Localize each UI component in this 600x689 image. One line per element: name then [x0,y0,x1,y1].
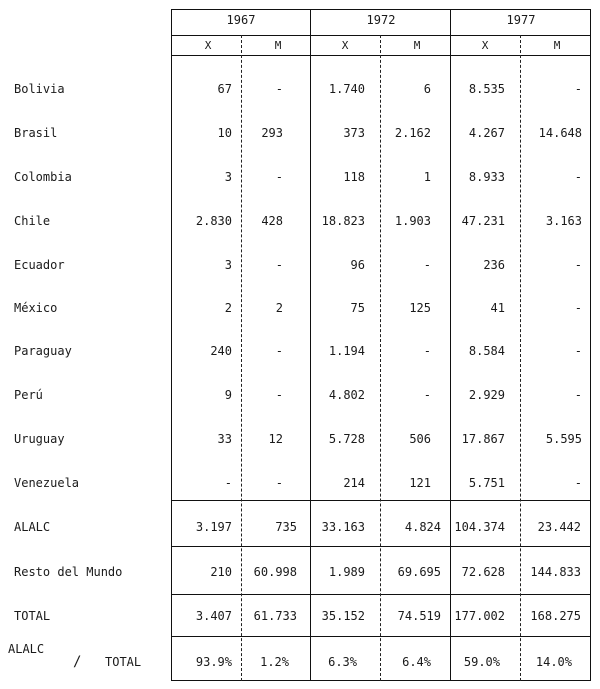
cell-1977-m: 23.442 [537,520,581,534]
cell-1967-x: 93.9% [195,655,232,669]
col-header-1972-x: X [341,39,349,52]
cell-1972-m: 1 [423,170,431,184]
cell-1967-x: 240 [210,344,232,358]
alalc-row [0,520,600,536]
cell-1967-m: 60.998 [253,565,297,579]
table-row [0,301,600,317]
table-row [0,82,600,98]
cell-1977-m: 14.648 [538,126,582,140]
cell-1967-x: 67 [217,82,232,96]
ratio-label-top: ALALC [8,642,45,656]
cell-1972-m: 4.824 [404,520,441,534]
cell-1967-m: 428 [261,214,283,228]
col-header-1977-m: M [553,39,561,52]
row-label: Venezuela [14,476,80,490]
row-label: Uruguay [14,432,65,446]
year-header-rule [171,35,591,36]
cell-1967-m: 293 [261,126,283,140]
alalc-section-rule [171,500,591,501]
cell-1972-m: 74.519 [397,609,441,623]
cell-1977-m: - [574,344,582,358]
cell-1972-m: 506 [409,432,431,446]
cell-1977-x: 8.584 [468,344,505,358]
cell-1972-m: 1.903 [394,214,431,228]
cell-1977-x: 236 [483,258,505,272]
cell-1972-x: 1.989 [328,565,365,579]
table-row [0,126,600,142]
cell-1967-x: 3 [224,170,232,184]
col-header-1972-m: M [413,39,421,52]
cell-1972-m: - [423,388,431,402]
year-header-1977: 1977 [506,13,536,27]
cell-1977-x: 8.535 [468,82,505,96]
col-header-1967-m: M [274,39,282,52]
ratio-label-bottom: TOTAL [105,655,142,669]
column-header-rule [171,55,591,56]
row-label: ALALC [14,520,51,534]
cell-1972-x: 35.152 [321,609,365,623]
row-label: Perú [14,388,43,402]
resto-del-mundo-row [0,565,600,581]
row-label: TOTAL [14,609,51,623]
ratio-label-slash: / [73,654,82,670]
row-label: Chile [14,214,51,228]
cell-1967-x: 2 [224,301,232,315]
cell-1972-x: 373 [343,126,365,140]
cell-1967-x: 210 [210,565,232,579]
cell-1967-x: - [224,476,232,490]
cell-1972-x: 5.728 [328,432,365,446]
cell-1972-m: 121 [409,476,431,490]
cell-1972-m: 69.695 [397,565,441,579]
cell-1977-x: 17.867 [461,432,505,446]
cell-1977-m: - [574,82,582,96]
cell-1977-m: - [574,170,582,184]
cell-1972-x: 6.3% [328,655,357,669]
cell-1972-m: 6 [423,82,431,96]
cell-1972-x: 96 [350,258,365,272]
cell-1977-x: 72.628 [461,565,505,579]
cell-1977-m: - [574,388,582,402]
cell-1967-x: 9 [224,388,232,402]
cell-1967-x: 33 [217,432,232,446]
cell-1977-x: 2.929 [468,388,505,402]
cell-1972-x: 33.163 [321,520,365,534]
cell-1972-m: 6.4% [402,655,431,669]
row-label: Ecuador [14,258,65,272]
cell-1977-m: 14.0% [535,655,572,669]
cell-1967-x: 3 [224,258,232,272]
cell-1977-x: 41 [490,301,505,315]
cell-1967-m: - [275,258,283,272]
table-row [0,170,600,186]
table-row [0,432,600,448]
cell-1967-m: - [275,344,283,358]
cell-1967-m: 735 [275,520,297,534]
resto-section-rule [171,546,591,547]
cell-1972-x: 1.194 [328,344,365,358]
cell-1977-x: 104.374 [454,520,505,534]
cell-1977-x: 8.933 [468,170,505,184]
table-row [0,214,600,230]
row-label: Colombia [14,170,72,184]
cell-1967-x: 3.197 [195,520,232,534]
cell-1972-m: 2.162 [394,126,431,140]
cell-1977-m: 144.833 [530,565,581,579]
cell-1972-x: 75 [350,301,365,315]
cell-1977-m: 3.163 [545,214,582,228]
cell-1967-m: - [275,388,283,402]
ratio-section-rule [171,636,591,637]
cell-1972-x: 18.823 [321,214,365,228]
cell-1977-x: 59.0% [463,655,500,669]
cell-1972-x: 214 [343,476,365,490]
cell-1972-x: 4.802 [328,388,365,402]
cell-1972-x: 1.740 [328,82,365,96]
table-row [0,476,600,492]
row-label: Paraguay [14,344,72,358]
table-row [0,258,600,274]
cell-1977-m: 168.275 [530,609,581,623]
cell-1967-m: - [275,170,283,184]
row-label: México [14,301,58,315]
cell-1977-x: 5.751 [468,476,505,490]
cell-1977-m: 5.595 [545,432,582,446]
cell-1967-m: - [275,82,283,96]
total-section-rule [171,594,591,595]
cell-1967-m: 12 [268,432,283,446]
col-header-1967-x: X [204,39,212,52]
cell-1972-m: - [423,344,431,358]
year-header-1972: 1972 [366,13,396,27]
row-label: Bolivia [14,82,65,96]
cell-1972-x: 118 [343,170,365,184]
cell-1967-m: 61.733 [253,609,297,623]
cell-1977-m: - [574,476,582,490]
cell-1972-m: 125 [409,301,431,315]
cell-1977-m: - [574,258,582,272]
cell-1967-x: 10 [217,126,232,140]
col-header-1977-x: X [481,39,489,52]
row-label: Resto del Mundo [14,565,123,579]
table-row [0,388,600,404]
table-top-rule [171,9,591,10]
cell-1967-m: 2 [275,301,283,315]
total-row [0,609,600,625]
cell-1967-m: 1.2% [260,655,289,669]
row-label: Brasil [14,126,58,140]
ratio-row [0,638,600,682]
cell-1977-x: 47.231 [461,214,505,228]
cell-1972-m: - [423,258,431,272]
cell-1967-x: 3.407 [195,609,232,623]
year-header-1967: 1967 [226,13,256,27]
cell-1977-x: 177.002 [454,609,505,623]
cell-1967-x: 2.830 [195,214,232,228]
cell-1977-x: 4.267 [468,126,505,140]
table-row [0,344,600,360]
cell-1967-m: - [275,476,283,490]
cell-1977-m: - [574,301,582,315]
